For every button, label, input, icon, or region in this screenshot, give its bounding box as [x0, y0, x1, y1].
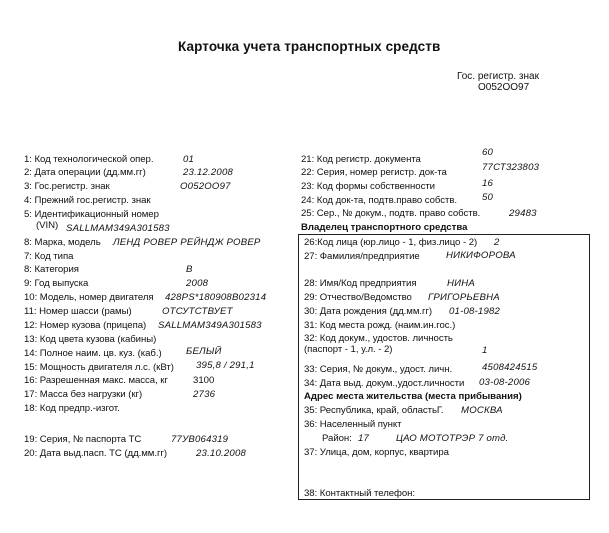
field-26-value: 2 [494, 237, 500, 248]
field-9-label: 9: Год выпуска [24, 278, 89, 289]
field-23-label: 23: Код формы собственности [301, 181, 435, 192]
field-5-vin-label: (VIN) [36, 220, 59, 231]
field-4-label: 4: Прежний гос.регистр. знак [24, 195, 151, 206]
district-label: Район: [322, 433, 352, 444]
field-20-label: 20: Дата выд.пасп. ТС (дд.мм.гг) [24, 448, 167, 459]
field-5-label: 5: Идентификационный номер [24, 209, 159, 220]
field-6-value: ЛЕНД РОВЕР РЕЙНДЖ РОВЕР [113, 237, 261, 248]
field-34-value: 03-08-2006 [479, 377, 531, 388]
field-7-label: 7: Код типа [24, 251, 74, 262]
field-16-value: 3100 [193, 375, 215, 386]
field-13-label: 13: Код цвета кузова (кабины) [24, 334, 157, 345]
field-18-label: 18: Код предпр.-изгот. [24, 403, 120, 414]
field-5-vin-value: SALLMAM349A301583 [66, 223, 170, 234]
field-35-label: 35: Республика, край, областьГ. [304, 405, 444, 416]
field-38-label: 38: Контактный телефон: [304, 488, 416, 499]
field-16-label: 16: Разрешенная макс. масса, кг [24, 375, 168, 386]
reg-sign-label: Гос. регистр. знак [457, 71, 539, 82]
reg-sign-value: О052ОО97 [478, 82, 530, 93]
field-25-value: 29483 [509, 208, 537, 219]
field-3-value: О052ОО97 [180, 181, 231, 192]
field-12-value: SALLMAM349A301583 [158, 320, 262, 331]
field-25-label: 25: Сер., № докум., подтв. право собств. [301, 208, 481, 219]
field-29-value: ГРИГОРЬЕВНА [428, 292, 500, 303]
field-22-label: 22: Серия, номер регистр. док-та [301, 167, 447, 178]
field-14-value: БЕЛЫЙ [186, 346, 222, 357]
field-30-label: 30: Дата рождения (дд.мм.гг) [304, 306, 433, 317]
field-24-value: 50 [482, 192, 494, 203]
field-17-label: 17: Масса без нагрузки (кг) [24, 389, 143, 400]
field-14-label: 14: Полное наим. цв. куз. (каб.) [24, 348, 162, 359]
field-1-label: 1: Код технологической опер. [24, 154, 154, 165]
field-10-label: 10: Модель, номер двигателя [24, 292, 154, 303]
field-22-value: 77СТ323803 [482, 162, 540, 173]
field-21-label: 21: Код регистр. документа [301, 154, 421, 165]
district-name: ЦАО МОТОТРЭР 7 отд. [396, 433, 509, 444]
field-36-label: 36: Населенный пункт [304, 419, 402, 430]
field-10-value: 428PS*180908B02314 [165, 292, 267, 303]
field-11-label: 11: Номер шасси (рамы) [24, 306, 132, 317]
field-27-label: 27: Фамилия/предприятие [304, 251, 420, 262]
field-2-label: 2: Дата операции (дд.мм.гг) [24, 167, 146, 178]
address-heading: Адрес места жительства (места прибывания) [304, 391, 522, 402]
field-28-value: НИНА [447, 278, 475, 289]
field-15-value: 395,8 / 291,1 [196, 360, 255, 371]
field-32-label: 32: Код докум., удостов. личность [304, 333, 453, 344]
field-28-label: 28: Имя/Код предприятия [304, 278, 417, 289]
field-30-value: 01-08-1982 [449, 306, 501, 317]
field-21-value: 60 [482, 147, 494, 158]
field-33-label: 33: Серия, № докум., удост. личн. [304, 364, 453, 375]
field-1-value: 01 [183, 154, 195, 165]
field-35-value: МОСКВА [461, 405, 503, 416]
field-32-value: 1 [482, 345, 488, 356]
field-15-label: 15: Мощность двигателя л.с. (кВт) [24, 362, 174, 373]
field-8-value: В [186, 264, 193, 275]
field-3-label: 3: Гос.регистр. знак [24, 181, 110, 192]
field-8-label: 8: Категория [24, 264, 79, 275]
district-code: 17 [358, 433, 370, 444]
field-34-label: 34: Дата выд. докум.,удост.личности [304, 378, 465, 389]
card-title: Карточка учета транспортных средств [178, 39, 441, 54]
field-20-value: 23.10.2008 [196, 448, 247, 459]
field-26-label: 26:Код лица (юр.лицо - 1, физ.лицо - 2) [304, 237, 478, 248]
field-37-label: 37: Улица, дом, корпус, квартира [304, 447, 449, 458]
field-12-label: 12: Номер кузова (прицепа) [24, 320, 147, 331]
field-31-label: 31: Код места рожд. (наим.ин.гос.) [304, 320, 456, 331]
field-27-value: НИКИФОРОВА [446, 250, 516, 261]
field-19-label: 19: Серия, № паспорта ТС [24, 434, 142, 445]
field-29-label: 29: Отчество/Ведомство [304, 292, 412, 303]
field-19-value: 77УВ064319 [171, 434, 229, 445]
field-6-label: 8: Марка, модель [24, 237, 101, 248]
owner-heading: Владелец транспортного средства [301, 222, 468, 233]
field-11-value: ОТСУТСТВУЕТ [162, 306, 233, 317]
field-17-value: 2736 [193, 389, 216, 400]
field-32-sub-label: (паспорт - 1, у.л. - 2) [304, 344, 393, 355]
field-33-value: 4508424515 [482, 362, 538, 373]
field-9-value: 2008 [186, 278, 209, 289]
field-23-value: 16 [482, 178, 494, 189]
field-2-value: 23.12.2008 [183, 167, 234, 178]
field-24-label: 24: Код док-та, подтв.право собств. [301, 195, 458, 206]
